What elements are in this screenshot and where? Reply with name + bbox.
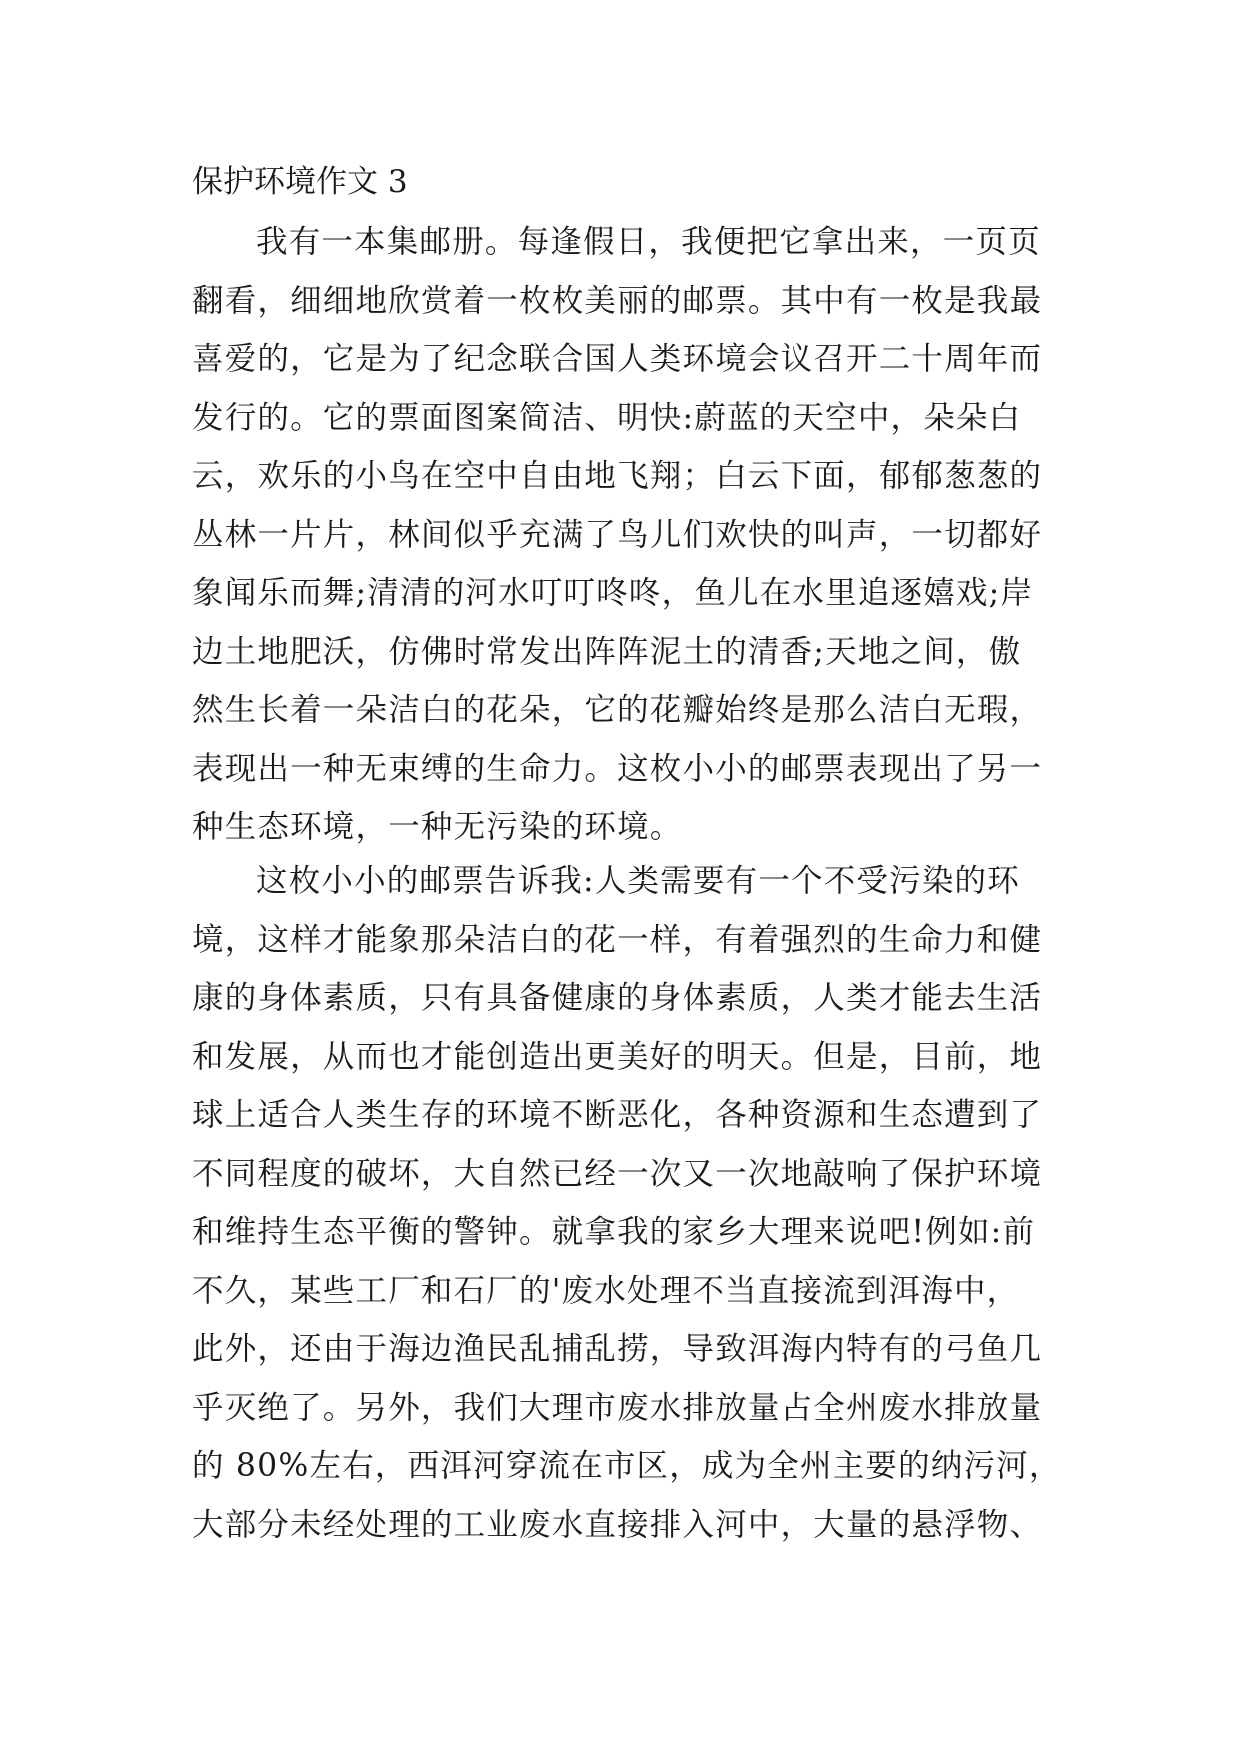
text-line: 发行的。它的票面图案简洁、明快:蔚蓝的天空中，朵朵白 [192,399,1022,436]
text-line: 喜爱的，它是为了纪念联合国人类环境会议召开二十周年而 [192,341,1043,377]
text-line: 我有一本集邮册。每逢假日，我便把它拿出来，一页页 [256,224,1041,260]
text-line: 丛林一片片，林间似乎充满了鸟儿们欢快的叫声，一切都好 [192,516,1043,553]
text-line: 此外，还由于海边渔民乱捕乱捞，导致洱海内特有的弓鱼几 [192,1331,1043,1367]
document-title: 保护环境作文 3 [192,164,408,200]
text-line: 境，这样才能象那朵洁白的花一样，有着强烈的生命力和健 [192,921,1043,958]
text-line: 不同程度的破坏，大自然已经一次又一次地敲响了保护环境 [192,1155,1043,1192]
text-line: 然生长着一朵洁白的花朵，它的花瓣始终是那么洁白无瑕， [192,692,1043,728]
text-line: 乎灭绝了。另外，我们大理市废水排放量占全州废水排放量 [192,1389,1043,1426]
text-line: 翻看，细细地欣赏着一枚枚美丽的邮票。其中有一枚是我最 [192,282,1043,319]
text-line: 康的身体素质，只有具备健康的身体素质，人类才能去生活 [192,980,1043,1016]
paragraph-2 [192,852,1062,1554]
text-line: 这枚小小的邮票告诉我:人类需要有一个不受污染的环 [256,863,1020,899]
text-line: 种生态环境，一种无污染的环境。 [192,809,683,845]
text-line: 云，欢乐的小鸟在空中自由地飞翔；白云下面，郁郁葱葱的 [192,458,1043,494]
text-line: 和发展，从而也才能创造出更美好的明天。但是，目前，地 [192,1038,1043,1075]
text-line: 的 80%左右，西洱河穿流在市区，成为全州主要的纳污河， [192,1448,1062,1484]
text-line: 和维持生态平衡的警钟。就拿我的家乡大理来说吧!例如:前 [192,1214,1036,1250]
text-line: 不久，某些工厂和石厂的'废水处理不当直接流到洱海中， [192,1272,1020,1309]
text-line: 象闻乐而舞;清清的河水叮叮咚咚，鱼儿在水里追逐嬉戏;岸 [192,575,1034,611]
text-line: 边土地肥沃，仿佛时常发出阵阵泥土的清香;天地之间，傲 [192,633,1022,670]
text-line: 表现出一种无束缚的生命力。这枚小小的邮票表现出了另一 [192,750,1043,787]
text-line: 大部分未经处理的工业废水直接排入河中，大量的悬浮物、 [192,1506,1043,1543]
paragraph-1 [192,213,1042,857]
text-line: 球上适合人类生存的环境不断恶化，各种资源和生态遭到了 [192,1097,1043,1133]
